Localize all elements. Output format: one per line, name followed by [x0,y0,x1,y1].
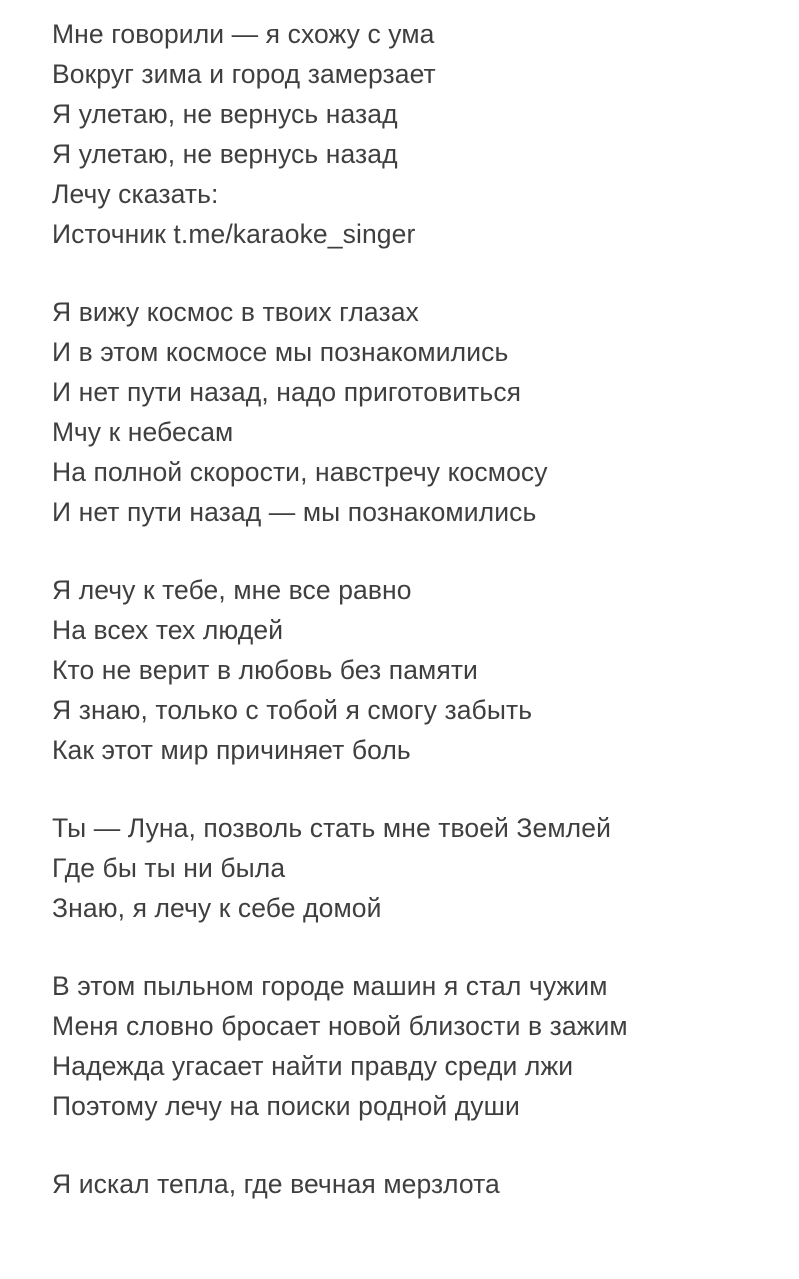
lyrics-line: Мчу к небесам [52,417,234,447]
lyrics-stanza [52,292,769,532]
lyrics-line: Кто не верит в любовь без памяти [52,655,478,685]
lyrics-line: Я знаю, только с тобой я смогу забыть [52,695,533,725]
lyrics-line: Как этот мир причиняет боль [52,735,411,765]
lyrics-line: На всех тех людей [52,615,284,645]
lyrics-stanza [52,1164,769,1204]
lyrics-stanza [52,570,769,770]
lyrics-stanza [52,808,769,928]
lyrics-stanza [52,966,769,1126]
lyrics-line: Надежда угасает найти правду среди лжи [52,1051,574,1081]
lyrics-line: Ты — Луна, позволь стать мне твоей Землей [52,813,611,843]
lyrics-line: Я вижу космос в твоих глазах [52,297,419,327]
lyrics-line: Знаю, я лечу к себе домой [52,893,382,923]
lyrics-line: И нет пути назад, надо приготовиться [52,377,522,407]
lyrics-line: В этом пыльном городе машин я стал чужим [52,971,608,1001]
lyrics-line: И нет пути назад — мы познакомились [52,497,537,527]
lyrics-line: И в этом космосе мы познакомились [52,337,509,367]
lyrics-stanza [52,14,769,254]
lyrics-line: Где бы ты ни была [52,853,286,883]
lyrics-line: Я искал тепла, где вечная мерзлота [52,1169,500,1199]
lyrics-line: Мне говорили — я схожу с ума [52,19,435,49]
lyrics-line: Поэтому лечу на поиски родной души [52,1091,520,1121]
lyrics-line: Я улетаю, не вернусь назад [52,139,398,169]
lyrics-line: Лечу сказать: [52,179,219,209]
lyrics-line: Вокруг зима и город замерзает [52,59,436,89]
lyrics-line: На полной скорости, навстречу космосу [52,457,548,487]
lyrics-line: Я лечу к тебе, мне все равно [52,575,412,605]
lyrics-line: Меня словно бросает новой близости в зажим [52,1011,628,1041]
lyrics-line: Источник t.me/karaoke_singer [52,219,416,249]
lyrics-line: Я улетаю, не вернусь назад [52,99,398,129]
